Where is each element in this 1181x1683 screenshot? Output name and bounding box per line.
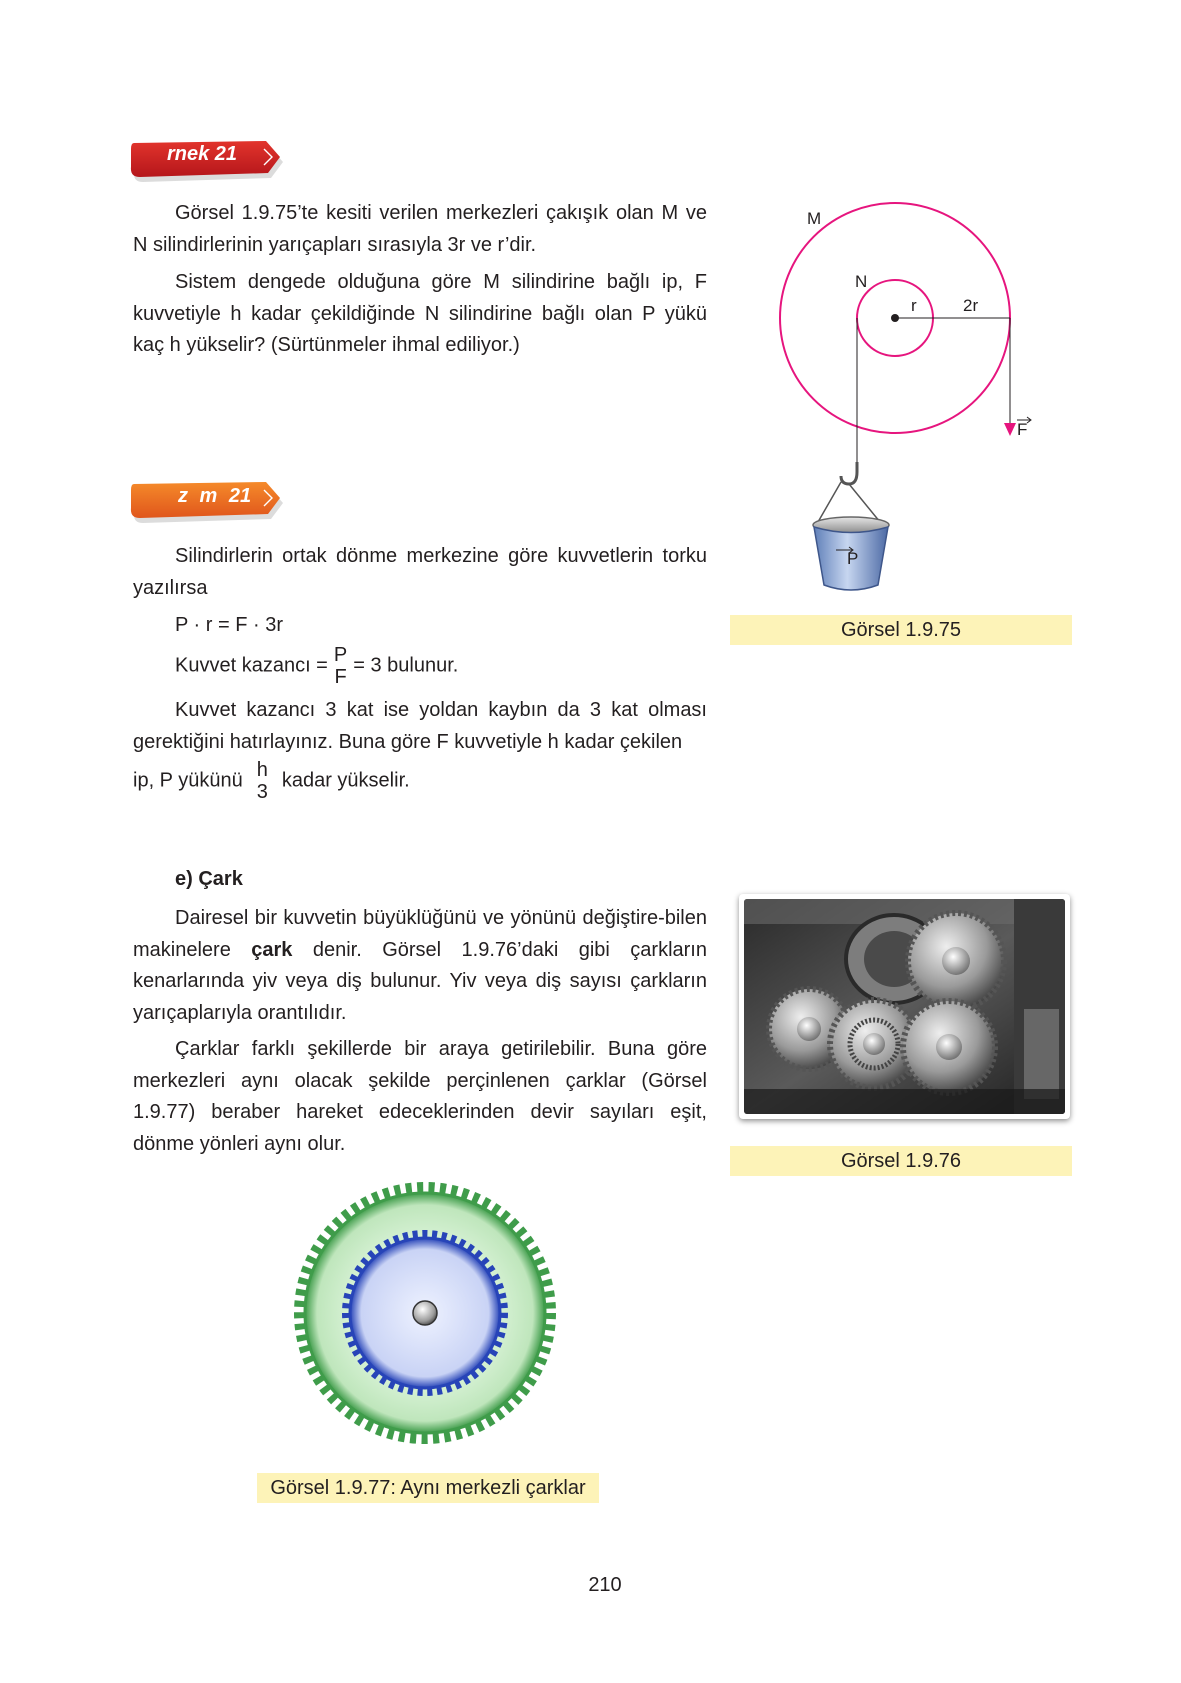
label-2r: 2r: [963, 296, 979, 315]
gain-fraction-denominator: F: [334, 666, 347, 688]
page-number: 210: [588, 1574, 622, 1596]
torque-equation: P · r = F · 3r: [175, 614, 283, 636]
figure-1975-caption: Görsel 1.9.75: [730, 615, 1072, 645]
figure-1976-caption: Görsel 1.9.76: [730, 1146, 1072, 1176]
rise-fraction-numerator: h: [256, 759, 268, 781]
gear-right: [903, 1001, 995, 1093]
gain-fraction: [334, 644, 347, 688]
section-paragraph-1-a: Dairesel bir kuvvetin büyüklüğünü ve yönünü değiştire-bilen makinelere: [133, 907, 707, 961]
gain-equation-suffix: = 3 bulunur.: [353, 654, 459, 677]
figure-1976-photo: [744, 899, 1065, 1114]
section-paragraph-1: [133, 903, 707, 1029]
section-paragraph-2: Çarklar farklı şekillerde bir araya getirilebilir. Buna göre merkezleri aynı olacak şekilde perçinlenen çarklar (Görsel 1.9.77) beraber hareket edeceklerinden devir sayıları eşit, dönme yönleri aynı olur.: [133, 1038, 707, 1155]
label-p: P: [847, 549, 859, 568]
gain-equation: [175, 644, 458, 688]
example-ribbon-label: rnek 21: [167, 143, 238, 165]
rise-fraction: [257, 759, 268, 803]
label-n: N: [855, 272, 868, 291]
gear-large-top: [908, 913, 1004, 1009]
solution-ribbon-label: z m 21: [178, 485, 252, 507]
figure-1975-diagram: [740, 200, 1070, 610]
section-paragraph-1-b: denir. Görsel 1.9.76’daki gibi çarkların kenarlarında yiv veya diş bulunur. Yiv veya diş sayısı çarkların yarıçaplarıyla orantılıdır.: [133, 938, 707, 1024]
figure-1977-gears: [290, 1178, 560, 1448]
figure-1977-caption: Görsel 1.9.77: Aynı merkezli çarklar: [257, 1473, 599, 1503]
label-f: F: [1017, 420, 1028, 439]
solution-paragraph-1: Silindirlerin ortak dönme merkezine göre kuvvetlerin torku yazılırsa: [133, 545, 707, 599]
gain-equation-prefix: Kuvvet kazancı =: [175, 654, 328, 677]
axle: [413, 1301, 437, 1325]
section-heading: e) Çark: [175, 868, 243, 890]
example-paragraph-2: Sistem dengede olduğuna göre M silindirine bağlı ip, F kuvvetiyle h kadar çekildiğinde N silindirine bağlı olan P yükü kaç h yükselir? (Sürtünmeler ihmal ediliyor.): [133, 271, 707, 356]
label-m: M: [807, 209, 822, 228]
conclusion-prefix: ip, P yükünü: [133, 769, 243, 792]
gain-fraction-numerator: P: [333, 644, 348, 666]
figure-1976-frame: [739, 894, 1070, 1119]
example-paragraph-1: Görsel 1.9.75’te kesiti verilen merkezleri çakışık olan M ve N silindirlerinin yarıçapları sırasıyla 3r ve r’dir.: [133, 202, 707, 256]
conclusion-suffix: kadar yükselir.: [281, 769, 410, 792]
hook: [841, 462, 857, 484]
label-r: r: [911, 296, 917, 315]
section-paragraph-1-bold: çark: [251, 938, 293, 961]
solution-conclusion: [133, 759, 410, 803]
rise-fraction-denominator: 3: [256, 781, 268, 803]
solution-paragraph-2: Kuvvet kazancı 3 kat ise yoldan kaybın da 3 kat olması gerektiğini hatırlayınız. Buna göre F kuvvetiyle h kadar çekilen: [133, 699, 707, 753]
force-f-arrow: [1004, 423, 1016, 436]
